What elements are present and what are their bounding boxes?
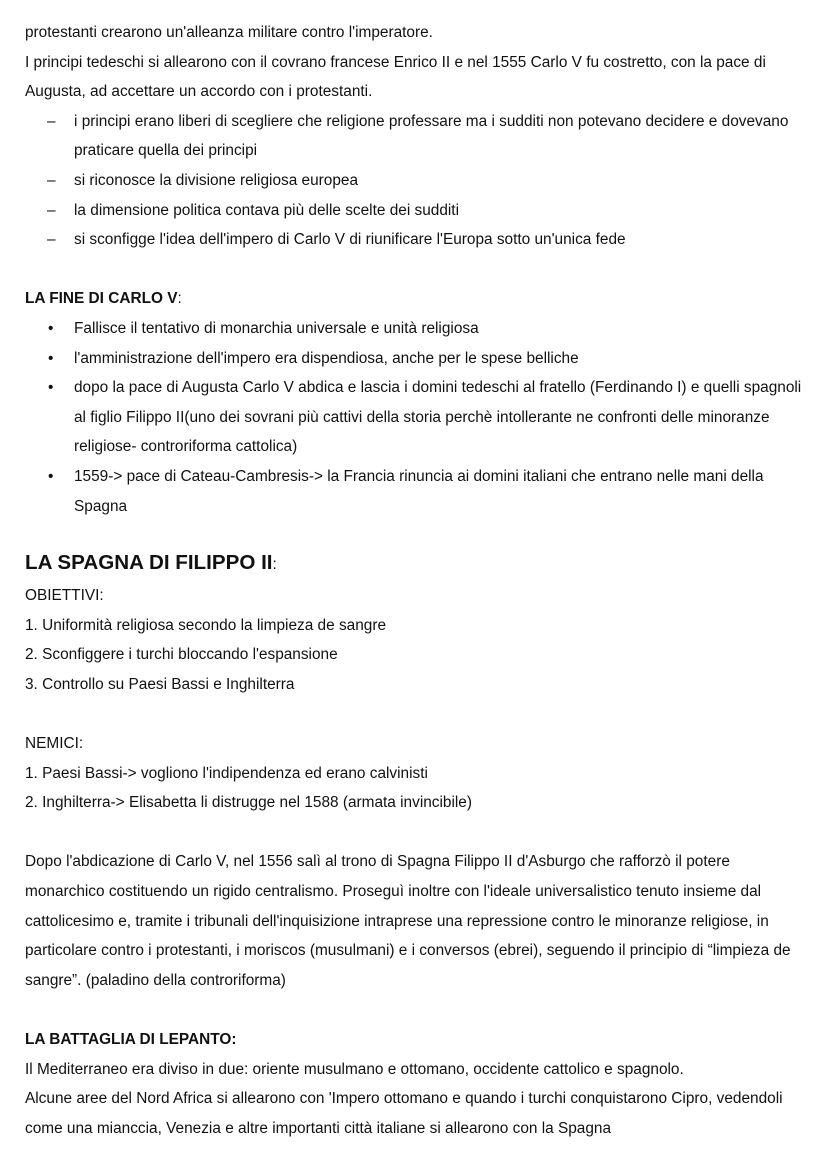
list-item-text: dopo la pace di Augusta Carlo V abdica e lascia i domini tedeschi al fratello (Ferdinando I) e quelli spagnoli al figlio Filippo II(uno dei sovrani più cattivi della storia perchè intollerante ne confronti delle minoranze religiose- controriforma cattolica) xyxy=(74,379,802,456)
nemici-list xyxy=(25,759,808,818)
intro-paragraph: I principi tedeschi si allearono con il covrano francese Enrico II e nel 1555 Carlo V fu costretto, con la pace di Augusta, ad accettare un accordo con i protestanti. xyxy=(25,53,766,101)
bullet-marker: • xyxy=(48,379,54,397)
heading-text: LA FINE DI CARLO V xyxy=(25,290,178,308)
bullet-marker: • xyxy=(48,467,54,485)
list-item-text: 1559-> pace di Cateau-Cambresis-> la Francia rinuncia ai domini italiani che entrano nelle mani della Spagna xyxy=(74,467,764,515)
list-item: 1. Paesi Bassi-> vogliono l'indipendenza ed erano calvinisti xyxy=(25,764,428,782)
list-item-text: l'amministrazione dell'impero era dispendiosa, anche per le spese belliche xyxy=(74,349,579,367)
list-item: 1. Uniformità religiosa secondo la limpieza de sangre xyxy=(25,616,387,634)
bullet-marker: • xyxy=(48,349,54,367)
list-item-text: si riconosce la divisione religiosa europea xyxy=(74,171,359,189)
heading-colon: : xyxy=(177,290,182,308)
list-item-text: i principi erano liberi di scegliere che religione professare ma i sudditi non potevano decidere e dovevano praticare quella dei principi xyxy=(74,112,789,160)
list-item: 2. Inghilterra-> Elisabetta li distrugge nel 1588 (armata invincibile) xyxy=(25,794,472,812)
list-item xyxy=(25,166,808,196)
dash-marker: – xyxy=(47,112,56,130)
list-item xyxy=(25,107,808,166)
list-item xyxy=(25,196,808,226)
fine-carlo-bullet-list xyxy=(25,314,808,521)
list-item-text: Fallisce il tentativo di monarchia universale e unità religiosa xyxy=(74,319,479,337)
list-item xyxy=(25,344,808,374)
list-item xyxy=(25,373,808,462)
dash-marker: – xyxy=(47,201,56,219)
intro-line: protestanti crearono un'alleanza militare contro l'imperatore. xyxy=(25,24,433,41)
lepanto-paragraph: Alcune aree del Nord Africa si allearono con 'Impero ottomano e quando i turchi conquistarono Cipro, vedendoli come una mianccia, Venezia e altre importanti città italiane si allearono con la Spagna xyxy=(25,1090,783,1137)
obiettivi-label: OBIETTIVI: xyxy=(25,587,104,605)
list-item-text: la dimensione politica contava più delle scelte dei sudditi xyxy=(74,201,459,219)
bullet-marker: • xyxy=(48,319,54,337)
nemici-label: NEMICI: xyxy=(25,735,84,753)
heading-text: LA SPAGNA DI FILIPPO II xyxy=(25,551,273,575)
list-item xyxy=(25,462,808,521)
section-heading-lepanto: LA BATTAGLIA DI LEPANTO: xyxy=(25,1031,237,1048)
heading-colon: : xyxy=(272,556,277,574)
spacer xyxy=(25,521,808,547)
list-item xyxy=(25,225,808,255)
spagna-paragraph: Dopo l'abdicazione di Carlo V, nel 1556 salì al trono di Spagna Filippo II d'Asburgo che rafforzò il potere monarchico costituendo un rigido centralismo. Proseguì inoltre con l'ideale universalistico tenuto insieme dal cattolicesimo e, tramite i tribunali dell'inquisizione intraprese una repressione contro le minoranze religiose, in particolare contro i protestanti, i moriscos (musulmani) e i conversos (ebrei), seguendo il principio di “limpieza de sangre”. (paladino della controriforma) xyxy=(25,853,791,989)
obiettivi-list xyxy=(25,611,808,700)
dash-marker: – xyxy=(47,231,56,249)
list-item-text: si sconfigge l'idea dell'impero di Carlo V di riunificare l'Europa sotto un'unica fede xyxy=(74,231,626,249)
section-heading-fine-carlo xyxy=(25,284,808,314)
list-item: 2. Sconfiggere i turchi bloccando l'espansione xyxy=(25,646,338,664)
lepanto-line: Il Mediterraneo era diviso in due: oriente musulmano e ottomano, occidente cattolico e spagnolo. xyxy=(25,1060,684,1078)
list-item: 3. Controllo su Paesi Bassi e Inghilterra xyxy=(25,675,295,693)
spacer xyxy=(25,255,808,285)
dash-marker: – xyxy=(47,171,56,189)
spacer xyxy=(25,818,808,848)
section-heading-spagna xyxy=(25,547,808,581)
spacer xyxy=(25,699,808,729)
list-item xyxy=(25,314,808,344)
intro-dash-list xyxy=(25,107,808,255)
spacer xyxy=(25,995,808,1025)
